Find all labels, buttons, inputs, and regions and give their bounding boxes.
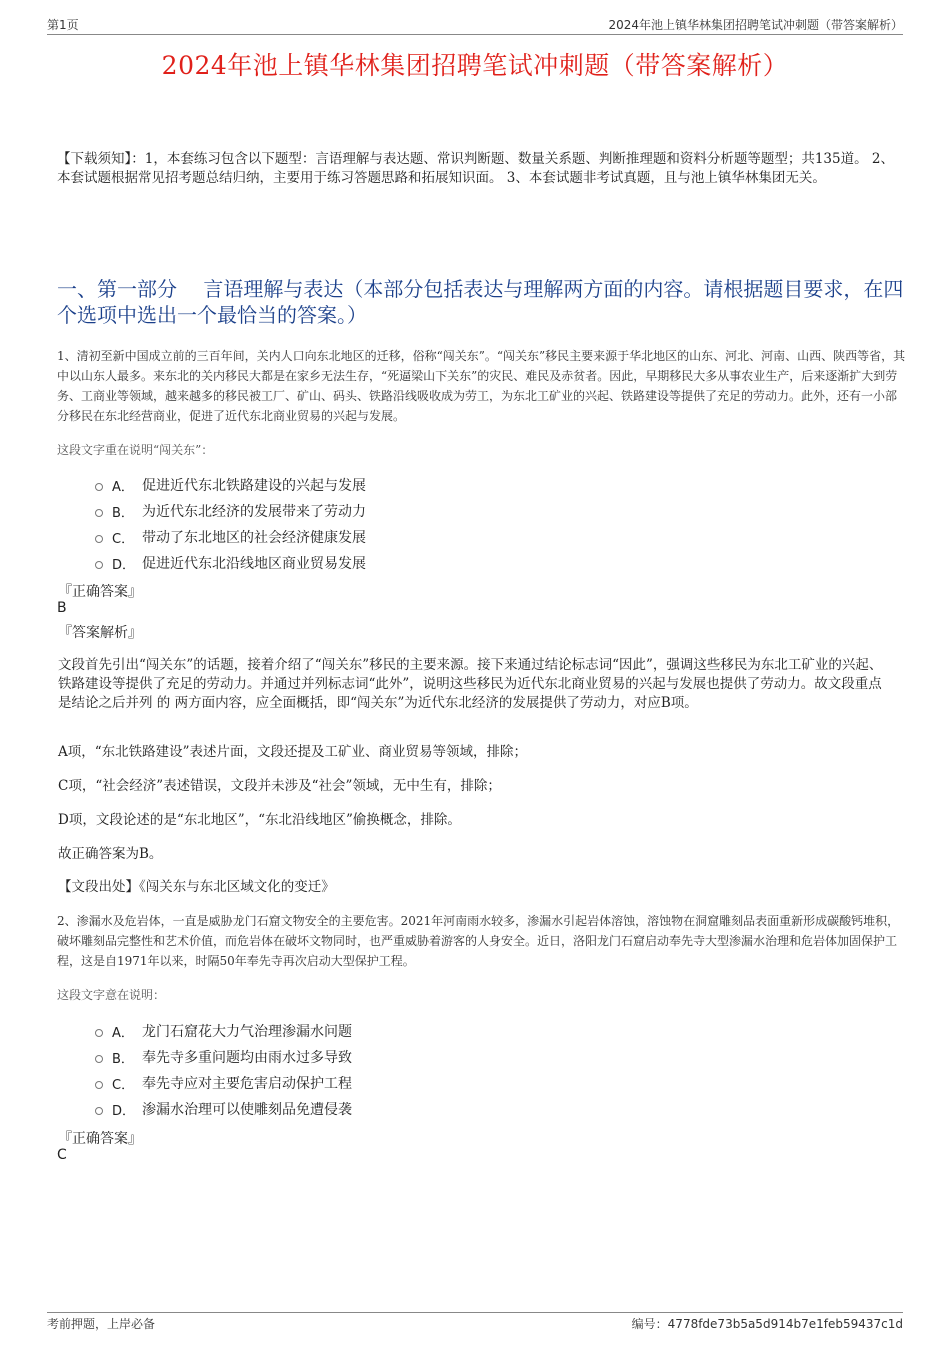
- question-1-options: [95, 472, 366, 576]
- header-doc-title: 2024年池上镇华林集团招聘笔试冲刺题（带答案解析）: [608, 18, 903, 32]
- question-1-text: 1、清初至新中国成立前的三百年间，关内人口向东北地区的迁移，俗称“闯关东”。“闯关东”移民主要来源于华北地区的山东、河北、河南、山西、陕西等省，其中以山东人最多。来东北的关内移民大都是在家乡无法生存，“死逼梁山下关东”的灾民、难民及赤贫者。因此，早期移民大多从事农业生产，后来逐渐扩大到劳务、工商业等领域，越来越多的移民被工厂、矿山、码头、铁路沿线吸收成为劳工，为东北工矿业的兴起、铁路建设等提供了充足的劳动力。此外，还有一小部分移民在东北经营商业，促进了近代东北商业贸易的兴起与发展。: [57, 349, 906, 423]
- radio-icon[interactable]: [95, 1029, 103, 1037]
- page-footer: [47, 1312, 903, 1337]
- question-2-prompt: 这段文字意在说明：: [57, 988, 166, 1002]
- option-c[interactable]: C． 奉先寺应对主要危害启动保护工程: [95, 1070, 352, 1096]
- correct-answer-label: 『正确答案』: [58, 1131, 142, 1147]
- option-c[interactable]: C． 带动了东北地区的社会经济健康发展: [95, 524, 366, 550]
- radio-icon[interactable]: [95, 1107, 103, 1115]
- radio-icon[interactable]: [95, 1081, 103, 1089]
- radio-icon[interactable]: [95, 509, 103, 517]
- document-title: 2024年池上镇华林集团招聘笔试冲刺题（带答案解析）: [161, 51, 789, 80]
- page-number: 第1页: [47, 18, 79, 32]
- analysis-paragraph: 文段首先引出“闯关东”的话题，接着介绍了“闯关东”移民的主要来源。接下来通过结论标志词“因此”，强调这些移民为东北工矿业的兴起、铁路建设等提供了充足的劳动力。并通过并列标志词“此外”，说明这些移民为近代东北商业贸易的兴起与发展也提供了劳动力。故文段重点是结论之后并列 的 两方面内容，应全面概括，即“闯关东”为近代东北经济的发展提供了劳动力，对应B项。: [58, 657, 883, 711]
- option-d[interactable]: D． 渗漏水治理可以使雕刻品免遭侵袭: [95, 1096, 352, 1122]
- option-a[interactable]: A． 促进近代东北铁路建设的兴起与发展: [95, 472, 366, 498]
- question-1-prompt: 这段文字重在说明“闯关东”：: [57, 443, 214, 457]
- option-b[interactable]: B． 奉先寺多重问题均由雨水过多导致: [95, 1044, 352, 1070]
- correct-answer: C: [57, 1147, 67, 1163]
- radio-icon[interactable]: [95, 483, 103, 491]
- footer-id: 编号：4778fde73b5a5d914b7e1feb59437c1d: [631, 1317, 903, 1331]
- radio-icon[interactable]: [95, 561, 103, 569]
- analysis-paragraph: C项，“社会经济”表述错误，文段并未涉及“社会”领域，无中生有，排除；: [58, 778, 501, 794]
- radio-icon[interactable]: [95, 1055, 103, 1063]
- question-2-options: [95, 1018, 352, 1122]
- question-2-text: 2、渗漏水及危岩体，一直是威胁龙门石窟文物安全的主要危害。2021年河南雨水较多，渗漏水引起岩体溶蚀，溶蚀物在洞窟雕刻品表面重新形成碳酸钙堆积，破坏雕刻品完整性和艺术价值，而危岩体在破坏文物同时，也严重威胁着游客的人身安全。近日，洛阳龙门石窟启动奉先寺大型渗漏水治理和危岩体加固保护工程，这是自1971年以来，时隔50年奉先寺再次启动大型保护工程。: [57, 914, 900, 968]
- radio-icon[interactable]: [95, 535, 103, 543]
- source-note: 【文段出处】《闯关东与东北区域文化的变迁》: [58, 879, 335, 895]
- analysis-paragraph: D项，文段论述的是“东北地区”，“东北沿线地区”偷换概念，排除。: [58, 812, 461, 828]
- option-a[interactable]: A． 龙门石窟花大力气治理渗漏水问题: [95, 1018, 352, 1044]
- page-header: [47, 14, 903, 35]
- option-d[interactable]: D． 促进近代东北沿线地区商业贸易发展: [95, 550, 366, 576]
- analysis-label: 『答案解析』: [58, 625, 142, 641]
- correct-answer: B: [57, 600, 67, 616]
- footer-slogan: 考前押题，上岸必备: [47, 1317, 156, 1331]
- section-heading: 一、第一部分 言语理解与表达（本部分包括表达与理解两方面的内容。请根据题目要求，在四个选项中选出一个最恰当的答案。）: [57, 277, 904, 327]
- correct-answer-label: 『正确答案』: [58, 584, 142, 600]
- option-b[interactable]: B． 为近代东北经济的发展带来了劳动力: [95, 498, 366, 524]
- analysis-paragraph: A项，“东北铁路建设”表述片面，文段还提及工矿业、商业贸易等领域，排除；: [58, 744, 528, 760]
- download-notice: 【下载须知】：1，本套练习包含以下题型：言语理解与表达题、常识判断题、数量关系题、判断推理题和资料分析题等题型；共135道。 2、本套试题根据常见招考题总结归纳，主要用于练习答题思路和拓展知识面。 3、本套试题非考试真题，且与池上镇华林集团无关。: [57, 151, 894, 186]
- analysis-paragraph: 故正确答案为B。: [58, 846, 163, 862]
